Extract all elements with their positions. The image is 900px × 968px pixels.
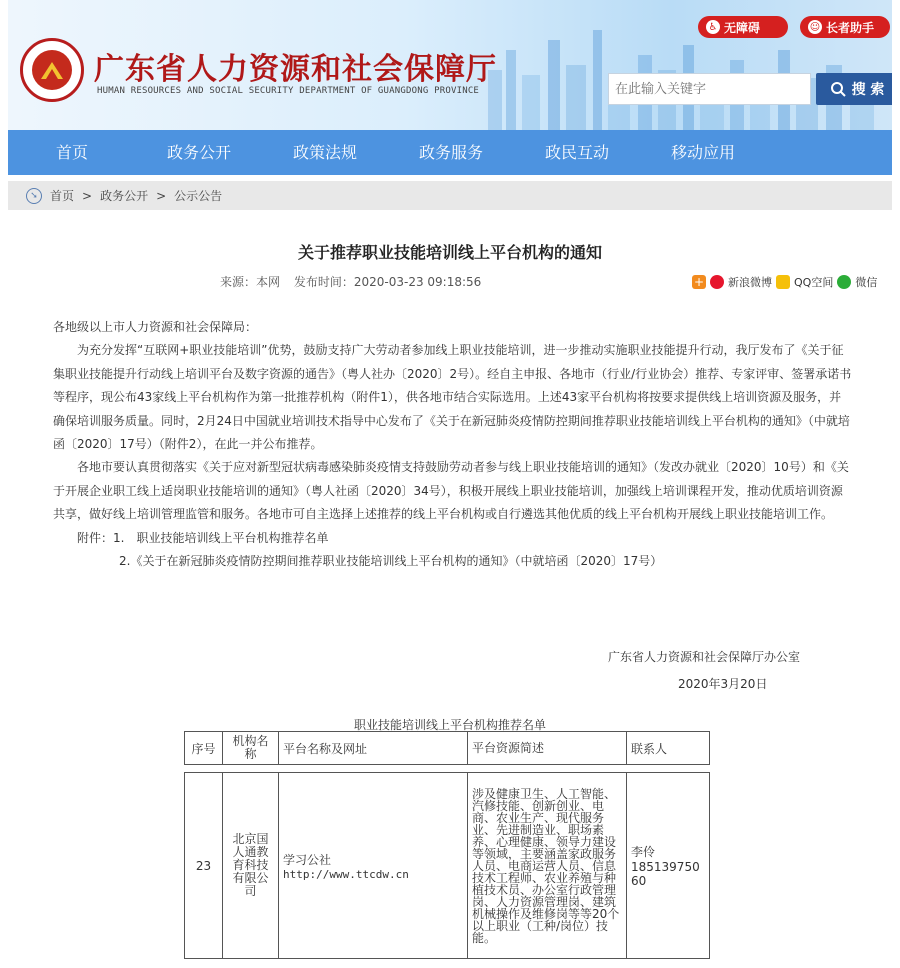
plus-icon[interactable]: +: [693, 275, 705, 289]
table-spacer: [185, 765, 710, 773]
cell-org: 北京国人通教育科技有限公司: [223, 773, 279, 959]
elder-label: 长者助手: [826, 20, 875, 35]
paragraph: 各地市要认真贯彻落实《关于应对新型冠状病毒感染肺炎疫情支持鼓励劳动者参与线上职业技能培训的通知》（发改办就业〔2020〕10号）和《关于开展企业职工线上适岗职业技能培训的通知》（粤人社函〔2020〕34号），积极开展线上职业技能培训，加强线上培训课程开发，推动优质培训资源共享，做好线上培训管理监管和服务。各地市可自主选择上述推荐的线上平台机构或自行遴选其他优质的线上平台机构开展线上职业技能培训工作。: [53, 460, 849, 522]
site-subtitle: HUMAN RESOURCES AND SOCIAL SECURITY DEPARTMENT OF GUANGDONG PROVINCE: [97, 86, 480, 96]
article-body: [53, 316, 853, 573]
header-org: 机构名称: [223, 732, 279, 765]
signature-block: [608, 644, 800, 698]
wechat-icon[interactable]: [837, 275, 851, 289]
table-row: [185, 773, 710, 959]
share-bar: [692, 274, 877, 290]
attachment-item[interactable]: 附件：1. 职业技能培训线上平台机构推荐名单: [77, 530, 329, 545]
elder-assistant-button[interactable]: [800, 16, 890, 38]
header-contact: 联系人: [627, 732, 710, 765]
breadcrumb: [8, 181, 892, 210]
breadcrumb-home[interactable]: 首页: [50, 189, 75, 203]
table-caption: 职业技能培训线上平台机构推荐名单: [353, 718, 546, 732]
header-platform: 平台名称及网址: [279, 732, 468, 765]
weibo-icon[interactable]: [710, 275, 724, 289]
share-weibo[interactable]: 新浪微博: [728, 276, 772, 289]
salutation: 各地级以上市人力资源和社会保障局：: [53, 320, 258, 334]
wheelchair-icon: ♿: [706, 20, 720, 34]
share-qzone[interactable]: QQ空间: [794, 276, 834, 289]
accessibility-button[interactable]: [698, 16, 788, 38]
recommendation-table: [184, 731, 710, 959]
nav-item-services[interactable]: 政务服务: [418, 143, 483, 162]
search-button[interactable]: [816, 73, 892, 105]
article-title: 关于推荐职业技能培训线上平台机构的通知: [297, 243, 602, 262]
breadcrumb-announcements[interactable]: 公示公告: [174, 189, 223, 203]
search-icon: [830, 81, 846, 97]
emblem-icon: [32, 50, 72, 90]
nav-item-home[interactable]: 首页: [55, 143, 88, 162]
platform-name: 学习公社: [283, 852, 332, 867]
table-header-row: [185, 732, 710, 765]
search-input[interactable]: [608, 73, 811, 105]
site-logo[interactable]: [20, 38, 84, 102]
site-header: [8, 0, 892, 130]
cell-no: 23: [185, 773, 223, 959]
breadcrumb-separator: >: [82, 188, 93, 203]
nav-item-interaction[interactable]: 政民互动: [544, 143, 609, 162]
main-nav: [8, 130, 892, 175]
paragraph: 为充分发挥“互联网+职业技能培训”优势，鼓励支持广大劳动者参加线上职业技能培训，进一步推动实施职业技能提升行动，我厅发布了《关于征集职业技能提升行动线上培训平台及数字资源的通告》（粤人社办〔2020〕2号）。经自主申报、各地市（行业/行业协会）推荐、专家评审、签署承诺书等程序，现公布43家线上平台机构作为第一批推荐机构（附件1），供各地市结合实际选用。上述43家平台机构将按要求提供线上培训资源及服务，并确保培训服务质量。同时，2月24日中国就业培训技术指导中心发布了《关于在新冠肺炎疫情防控期间推荐职业技能培训线上平台机构的通知》（中就培函〔2020〕17号）（附件2），在此一并公布推荐。: [53, 343, 852, 452]
breadcrumb-separator: >: [156, 188, 167, 203]
article-source: 来源：本网: [220, 275, 281, 289]
article-published: 发布时间：2020-03-23 09:18:56: [293, 275, 482, 289]
platform-url[interactable]: http://www.ttcdw.cn: [283, 867, 409, 881]
search-button-label: 搜 索: [851, 82, 885, 98]
header-no: 序号: [185, 732, 223, 765]
header-description: 平台资源简述: [468, 732, 627, 765]
article-meta: [220, 273, 491, 290]
nav-item-gov-affairs[interactable]: 政务公开: [166, 143, 231, 162]
contact-phone: 18513975060: [631, 860, 700, 888]
share-wechat[interactable]: 微信: [855, 276, 878, 289]
signature-date: 2020年3月20日: [678, 677, 768, 691]
cell-description: 涉及健康卫生、人工智能、汽修技能、创新创业、电商、农业生产、现代服务业、先进制造业、职场素养、心理健康、领导力建设等领域，主要涵盖家政服务人员、电商运营人员、信息技术工程师、农业养殖与种植技术员、办公室行政管理岗、人力资源管理岗、建筑机械操作及维修岗等等20个以上职业（工种/岗位）技能。: [468, 773, 627, 959]
nav-item-policies[interactable]: 政策法规: [292, 143, 357, 162]
site-title: 广东省人力资源和社会保障厅: [94, 52, 497, 87]
contact-name: 李伶: [631, 845, 656, 859]
cell-contact: [627, 773, 710, 959]
breadcrumb-gov-affairs[interactable]: 政务公开: [100, 189, 149, 203]
cell-platform: [279, 773, 468, 959]
nav-item-mobile[interactable]: 移动应用: [670, 143, 735, 162]
accessibility-label: 无障碍: [724, 20, 761, 35]
elder-icon: ☺: [809, 21, 821, 33]
attachment-item[interactable]: 2.《关于在新冠肺炎疫情防控期间推荐职业技能培训线上平台机构的通知》（中就培函〔2020〕17号）: [119, 554, 663, 569]
qzone-icon[interactable]: [776, 275, 790, 289]
signature: 广东省人力资源和社会保障厅办公室: [608, 650, 801, 664]
location-icon: ➘: [26, 188, 42, 204]
